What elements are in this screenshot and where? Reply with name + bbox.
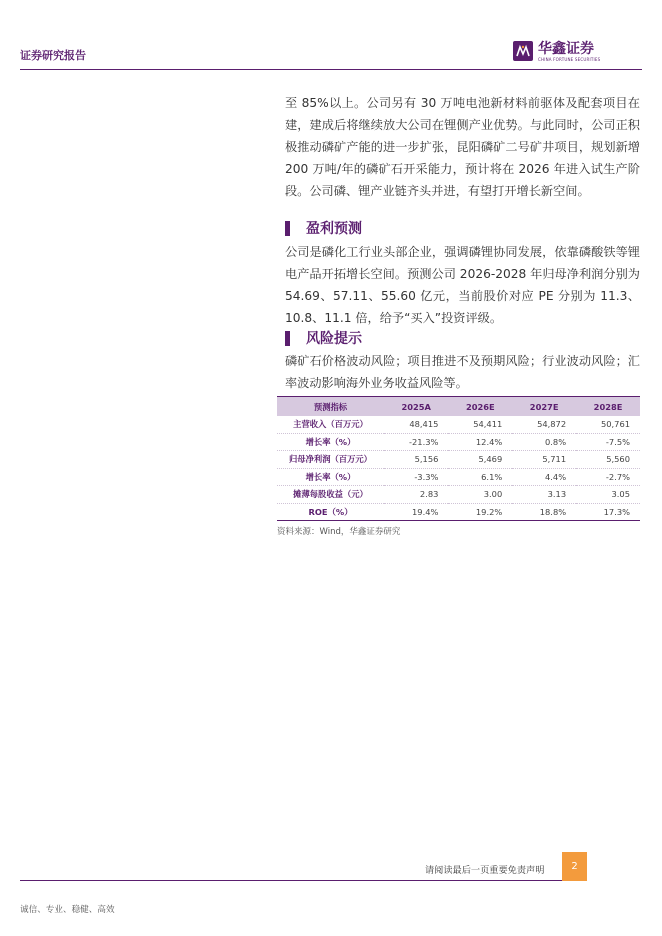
intro-paragraph: 至 85%以上。公司另有 30 万吨电池新材料前驱体及配套项目在建，建成后将继续放大公司在锂侧产业优势。与此同时，公司正积极推动磷矿产能的进一步扩张，昆阳磷矿二号矿井项目，规划新增 200 万吨/年的磷矿石开采能力，预计将在 2026 年进入试生产阶段。公司磷、锂产业链齐头并进，有望打开增长新空间。 xyxy=(285,96,640,198)
table-row xyxy=(277,468,640,486)
table-cell: -2.7% xyxy=(576,468,640,486)
page-number-badge: 2 xyxy=(562,852,587,881)
logo-english-name: CHINA FORTUNE SECURITIES xyxy=(538,57,601,62)
table-cell: 5,711 xyxy=(512,451,576,469)
table-cell: 4.4% xyxy=(512,468,576,486)
table-cell: 2.83 xyxy=(384,486,448,504)
table-row xyxy=(277,503,640,521)
report-type-label: 证券研究报告 xyxy=(20,49,86,62)
table-cell: 3.13 xyxy=(512,486,576,504)
header-divider xyxy=(20,69,642,70)
section-marker-icon xyxy=(285,331,290,346)
row-label: 增长率（%） xyxy=(277,433,384,451)
row-label: 主营收入（百万元） xyxy=(277,416,384,433)
section-heading-risk xyxy=(285,328,640,348)
risk-paragraph: 磷矿石价格波动风险；项目推进不及预期风险；行业波动风险；汇率波动影响海外业务收益风险等。 xyxy=(285,354,640,390)
table-cell: -21.3% xyxy=(384,433,448,451)
table-cell: 6.1% xyxy=(448,468,512,486)
section-marker-icon xyxy=(285,221,290,236)
table-cell: 0.8% xyxy=(512,433,576,451)
logo-chinese-name: 华鑫证券 xyxy=(538,41,594,57)
table-cell: 3.05 xyxy=(576,486,640,504)
footer-divider xyxy=(20,880,562,881)
table-cell: 12.4% xyxy=(448,433,512,451)
table-cell: 17.3% xyxy=(576,503,640,521)
table-cell: 5,156 xyxy=(384,451,448,469)
section-title: 风险提示 xyxy=(306,331,362,347)
row-label: ROE（%） xyxy=(277,503,384,521)
table-cell: -3.3% xyxy=(384,468,448,486)
table-header-cell: 2025A xyxy=(384,397,448,417)
table-cell: 18.8% xyxy=(512,503,576,521)
section-title: 盈利预测 xyxy=(306,221,362,237)
table-row xyxy=(277,486,640,504)
forecast-paragraph: 公司是磷化工行业头部企业，强调磷锂协同发展，依靠磷酸铁等锂电产品开拓增长空间。预测公司 2026-2028 年归母净利润分别为 54.69、57.11、55.60 亿元，当前股价对应 PE 分别为 11.3、10.8、11.1 倍，给予“买入”投资评级。 xyxy=(285,245,640,325)
row-label: 归母净利润（百万元） xyxy=(277,451,384,469)
table-cell: 19.2% xyxy=(448,503,512,521)
table-row xyxy=(277,433,640,451)
company-logo xyxy=(513,41,600,63)
section-heading-forecast xyxy=(285,218,640,238)
table-cell: 54,411 xyxy=(448,416,512,433)
table-cell: 5,469 xyxy=(448,451,512,469)
forecast-table xyxy=(277,396,640,521)
table-row xyxy=(277,451,640,469)
huaxin-logo-icon xyxy=(513,41,533,61)
table-header-cell: 2027E xyxy=(512,397,576,417)
table-source-note: 资料来源：Wind，华鑫证券研究 xyxy=(277,527,401,537)
table-cell: -7.5% xyxy=(576,433,640,451)
table-row xyxy=(277,416,640,433)
footer-tagline: 诚信、专业、稳健、高效 xyxy=(20,905,115,915)
table-cell: 19.4% xyxy=(384,503,448,521)
row-label: 增长率（%） xyxy=(277,468,384,486)
table-cell: 54,872 xyxy=(512,416,576,433)
table-cell: 50,761 xyxy=(576,416,640,433)
table-header-row xyxy=(277,397,640,417)
disclaimer-notice: 请阅读最后一页重要免责声明 xyxy=(425,865,545,876)
table-cell: 48,415 xyxy=(384,416,448,433)
table-cell: 5,560 xyxy=(576,451,640,469)
table-cell: 3.00 xyxy=(448,486,512,504)
table-header-cell: 2028E xyxy=(576,397,640,417)
table-header-cell: 预测指标 xyxy=(277,397,384,417)
row-label: 摊薄每股收益（元） xyxy=(277,486,384,504)
table-header-cell: 2026E xyxy=(448,397,512,417)
